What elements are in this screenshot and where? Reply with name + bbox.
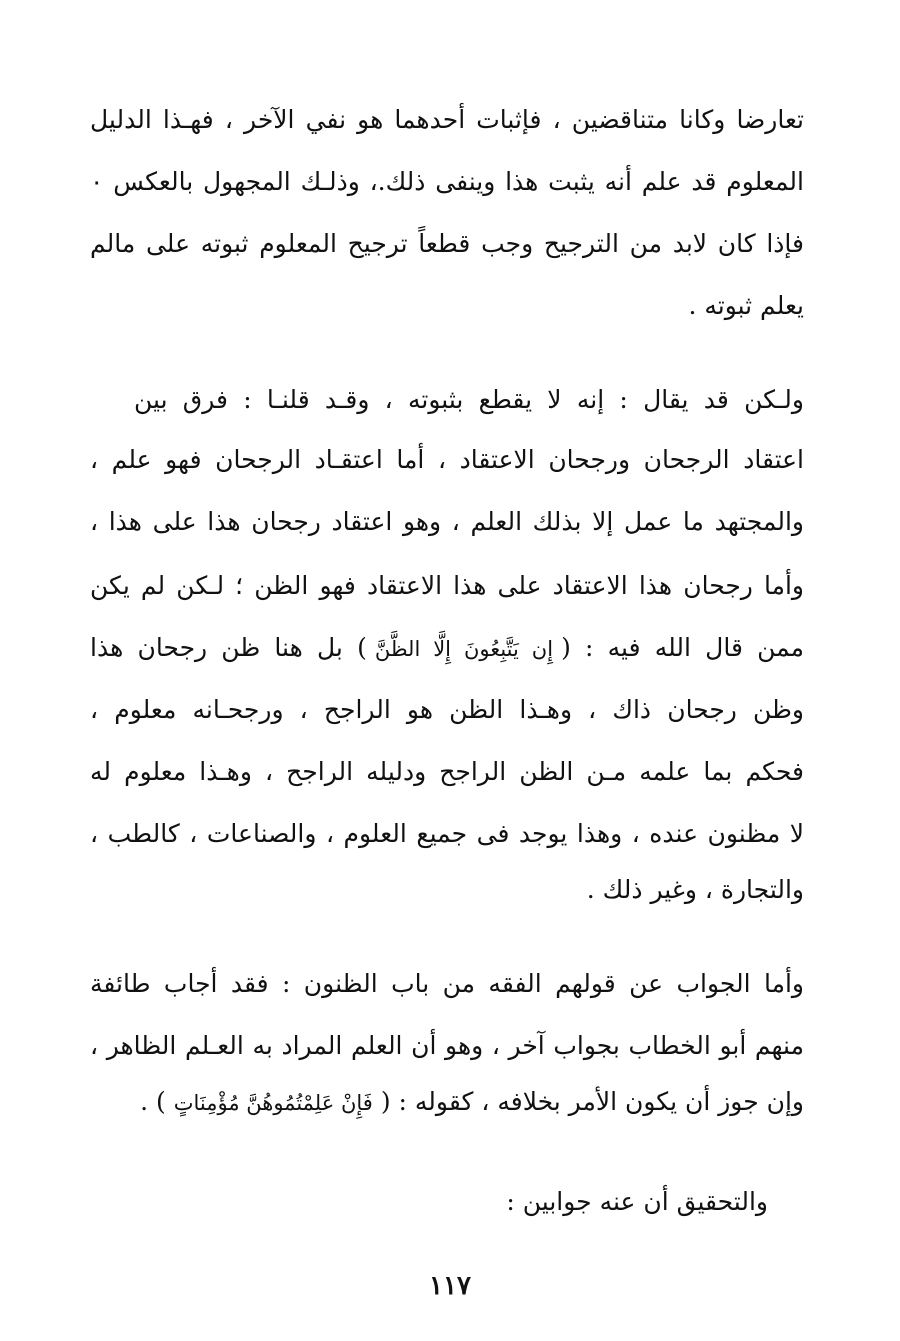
text-line: تعارضا وكانا متناقضين ، فإثبات أحدهما هو نفي الآخر ، فهـذا الدليل bbox=[90, 105, 804, 134]
text-line-with-quran bbox=[90, 628, 804, 669]
text-line: يعلم ثبوته . bbox=[688, 291, 804, 320]
text-line: وأما رجحان هذا الاعتقاد على هذا الاعتقاد فهو الظن ؛ لـكن لم يكن bbox=[90, 571, 804, 600]
text-segment: ) . bbox=[140, 1087, 166, 1116]
text-line: اعتقاد الرجحان ورجحان الاعتقاد ، أما اعتقـاد الرجحان فهو علم ، bbox=[90, 445, 804, 474]
text-line: فإذا كان لابد من الترجيح وجب قطعاً ترجيح المعلوم ثبوته على مالم bbox=[90, 229, 804, 258]
text-segment: وإن جوز أن يكون الأمر بخلافه ، كقوله : ( bbox=[380, 1087, 804, 1116]
text-segment: ممن قال الله فيه : ( bbox=[561, 633, 804, 662]
text-segment: ) بل هنا ظن رجحان هذا bbox=[90, 633, 367, 662]
quran-verse: فَإِنْ عَلِمْتُمُوهُنَّ مُؤْمِنَاتٍ bbox=[173, 1091, 373, 1115]
text-line: فحكم بما علمه مـن الظن الراجح ودليله الراجح ، وهـذا معلوم له bbox=[90, 757, 804, 786]
quran-verse: إِن يَتَّبِعُونَ إِلَّا الظَّنَّ bbox=[374, 637, 554, 661]
text-line: والمجتهد ما عمل إلا بذلك العلم ، وهو اعتقاد رجحان هذا على هذا ، bbox=[90, 507, 804, 536]
text-line: لا مظنون عنده ، وهذا يوجد فى جميع العلوم ، والصناعات ، كالطب ، bbox=[90, 819, 804, 848]
text-line: المعلوم قد علم أنه يثبت هذا وينفى ذلك.، وذلـك المجهول بالعكس ٠ bbox=[90, 167, 804, 196]
text-line: وظن رجحان ذاك ، وهـذا الظن هو الراجح ، ورجحـانه معلوم ، bbox=[90, 695, 804, 724]
page-number: ١١٧ bbox=[429, 1271, 471, 1301]
text-line: والتحقيق أن عنه جوابين : bbox=[506, 1187, 768, 1216]
text-line: وأما الجواب عن قولهم الفقه من باب الظنون : فقد أجاب طائفة bbox=[90, 969, 804, 998]
text-line: منهم أبو الخطاب بجواب آخر ، وهو أن العلم المراد به العـلم الظاهر ، bbox=[90, 1031, 804, 1060]
text-line: والتجارة ، وغير ذلك . bbox=[586, 875, 804, 904]
text-line-with-quran bbox=[90, 1082, 804, 1123]
text-line: ولـكن قد يقال : إنه لا يقطع بثبوته ، وقـد قلنـا : فرق بين bbox=[134, 385, 804, 414]
